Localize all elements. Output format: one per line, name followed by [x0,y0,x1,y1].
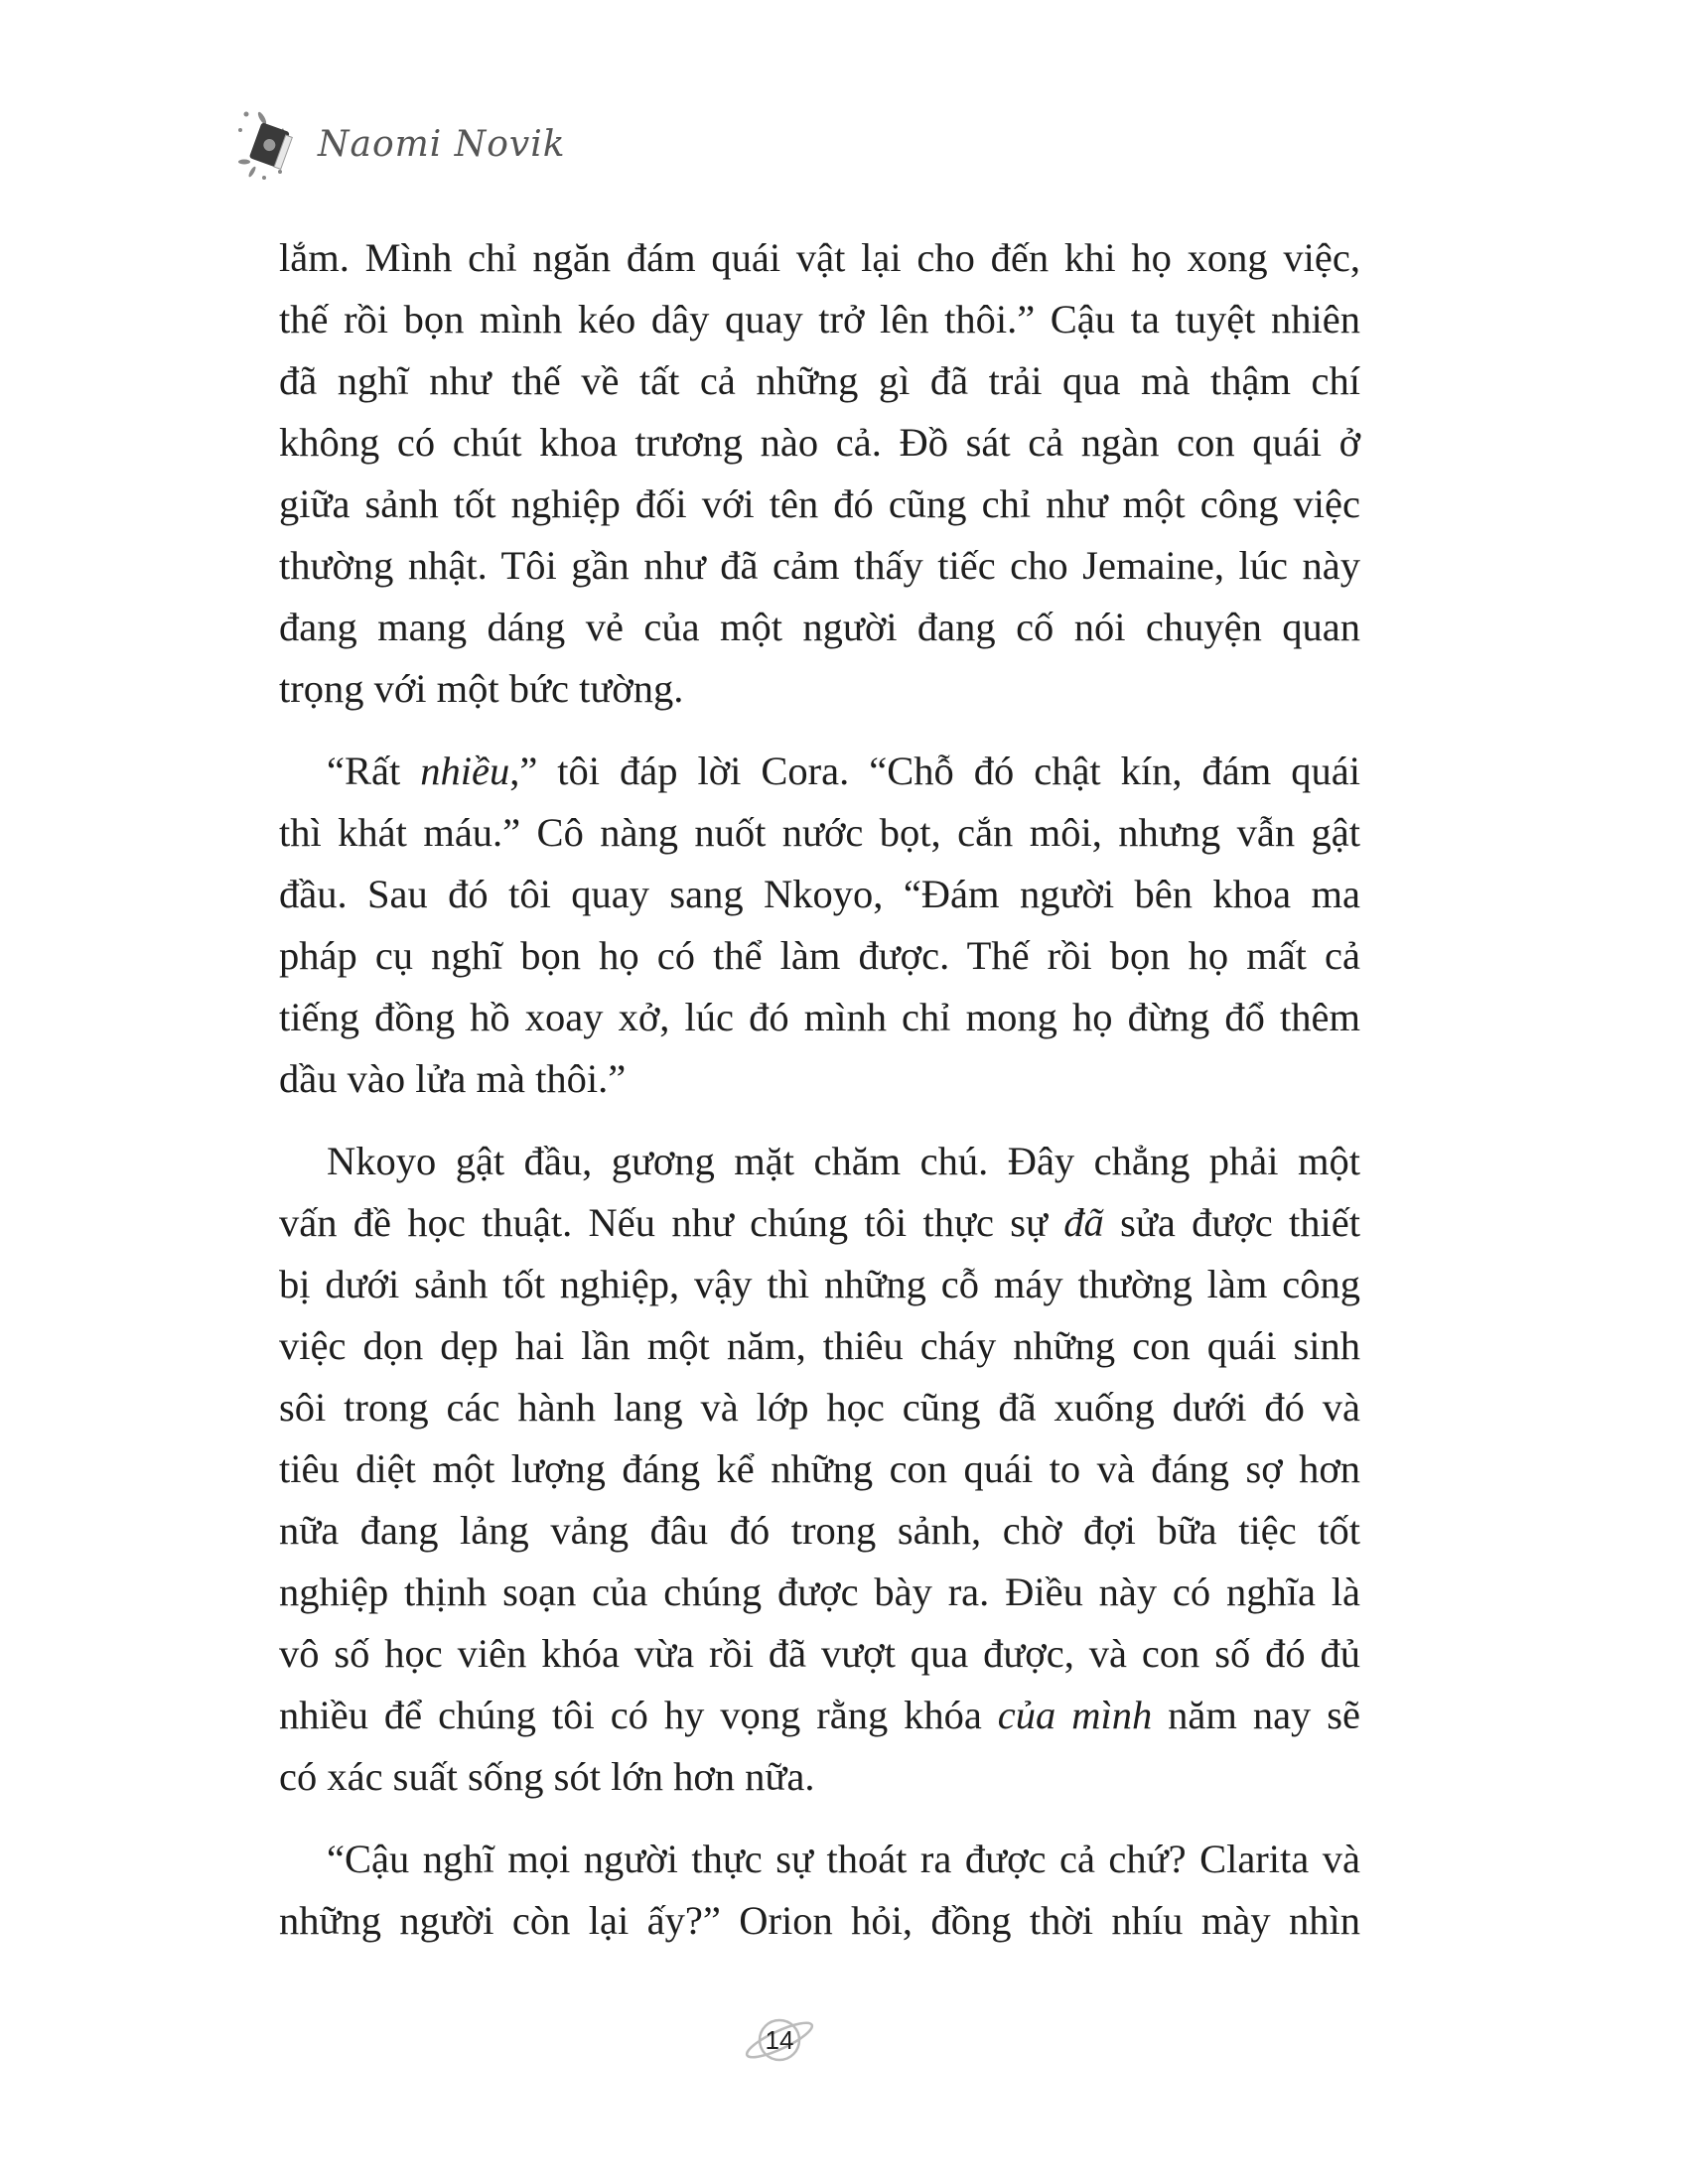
text-line [279,864,1360,925]
text-line [279,1254,1360,1315]
text-segment: ,” tôi đáp lời Cora. “Chỗ đó chật kín, đám quái [509,749,1360,793]
text-line [279,1500,1360,1562]
text-segment: đầu. Sau đó tôi quay sang Nkoyo, “Đám người bên khoa ma [279,872,1360,916]
text-line [279,1623,1360,1685]
paragraph [279,1829,1360,1952]
text-line [279,925,1360,987]
text-segment: vô số học viên khóa vừa rồi đã vượt qua được, và con số đó đủ [279,1631,1360,1676]
text-line [279,1131,1360,1192]
text-segment: Nkoyo gật đầu, gương mặt chăm chú. Đây chẳng phải một [327,1139,1360,1183]
text-segment: sôi trong các hành lang và lớp học cũng đã xuống dưới đó và [279,1385,1360,1430]
text-segment: thì khát máu.” Cô nàng nuốt nước bọt, cắn môi, nhưng vẫn gật [279,810,1360,855]
text-line [279,1890,1360,1952]
italic-text: của mình [997,1693,1153,1737]
running-header [234,99,566,189]
text-segment: việc dọn dẹp hai lần một năm, thiêu cháy những con quái sinh [279,1323,1360,1368]
text-segment: nữa đang lảng vảng đâu đó trong sảnh, chờ đợi bữa tiệc tốt [279,1508,1360,1553]
text-line [279,474,1360,535]
text-line [279,1746,1360,1808]
italic-text: nhiều [420,749,510,793]
text-line [279,227,1360,289]
paragraph [279,1131,1360,1808]
paragraph [279,227,1360,720]
paragraph [279,741,1360,1110]
text-segment: không có chút khoa trương nào cả. Đồ sát cả ngàn con quái ở [279,420,1360,465]
text-segment: giữa sảnh tốt nghiệp đối với tên đó cũng chỉ như một công việc [279,481,1360,526]
text-line [279,535,1360,597]
text-line [279,1829,1360,1890]
text-segment: tiếng đồng hồ xoay xở, lúc đó mình chỉ mong họ đừng đổ thêm [279,995,1360,1039]
text-segment: “Rất [327,749,421,793]
text-line [279,350,1360,412]
text-line [279,1685,1360,1746]
text-segment: đang mang dáng vẻ của một người đang cố nói chuyện quan [279,605,1360,649]
text-segment: dầu vào lửa mà thôi.” [279,1056,627,1101]
text-line [279,987,1360,1048]
text-line [279,741,1360,802]
book-icon [234,104,304,184]
page-body-text [279,227,1360,1973]
text-segment: thế rồi bọn mình kéo dây quay trở lên thôi.” Cậu ta tuyệt nhiên [279,297,1360,341]
text-segment: năm nay sẽ [1152,1693,1360,1737]
text-line [279,1562,1360,1623]
text-line [279,1377,1360,1438]
text-segment: thường nhật. Tôi gần như đã cảm thấy tiếc cho Jemaine, lúc này [279,543,1360,588]
text-line [279,658,1360,720]
text-line [279,802,1360,864]
text-segment: bị dưới sảnh tốt nghiệp, vậy thì những cỗ máy thường làm công [279,1262,1360,1306]
text-line [279,1192,1360,1254]
italic-text: đã [1063,1200,1104,1245]
text-segment: lắm. Mình chỉ ngăn đám quái vật lại cho đến khi họ xong việc, [279,235,1360,280]
text-segment: có xác suất sống sót lớn hơn nữa. [279,1754,815,1799]
text-segment: tiêu diệt một lượng đáng kể những con quái to và đáng sợ hơn [279,1446,1360,1491]
author-name: Naomi Novik [318,123,566,165]
text-segment: sửa được thiết [1103,1200,1361,1245]
text-line [279,597,1360,658]
text-line [279,289,1360,350]
text-segment: pháp cụ nghĩ bọn họ có thể làm được. Thế rồi bọn họ mất cả [279,933,1360,978]
text-segment: đã nghĩ như thế về tất cả những gì đã trải qua mà thậm chí [279,358,1360,403]
text-segment: nhiều để chúng tôi có hy vọng rằng khóa [279,1693,998,1737]
text-line [279,412,1360,474]
text-segment: nghiệp thịnh soạn của chúng được bày ra. Điều này có nghĩa là [279,1570,1360,1614]
text-line [279,1438,1360,1500]
text-line [279,1315,1360,1377]
text-segment: những người còn lại ấy?” Orion hỏi, đồng thời nhíu mày nhìn [279,1898,1360,1943]
text-segment: vấn đề học thuật. Nếu như chúng tôi thực sự [279,1200,1064,1245]
text-line [279,1048,1360,1110]
text-segment: trọng với một bức tường. [279,666,684,711]
page-number [740,2008,819,2072]
page-number-text: 14 [765,2025,794,2055]
text-segment: “Cậu nghĩ mọi người thực sự thoát ra được cả chứ? Clarita và [327,1837,1360,1881]
